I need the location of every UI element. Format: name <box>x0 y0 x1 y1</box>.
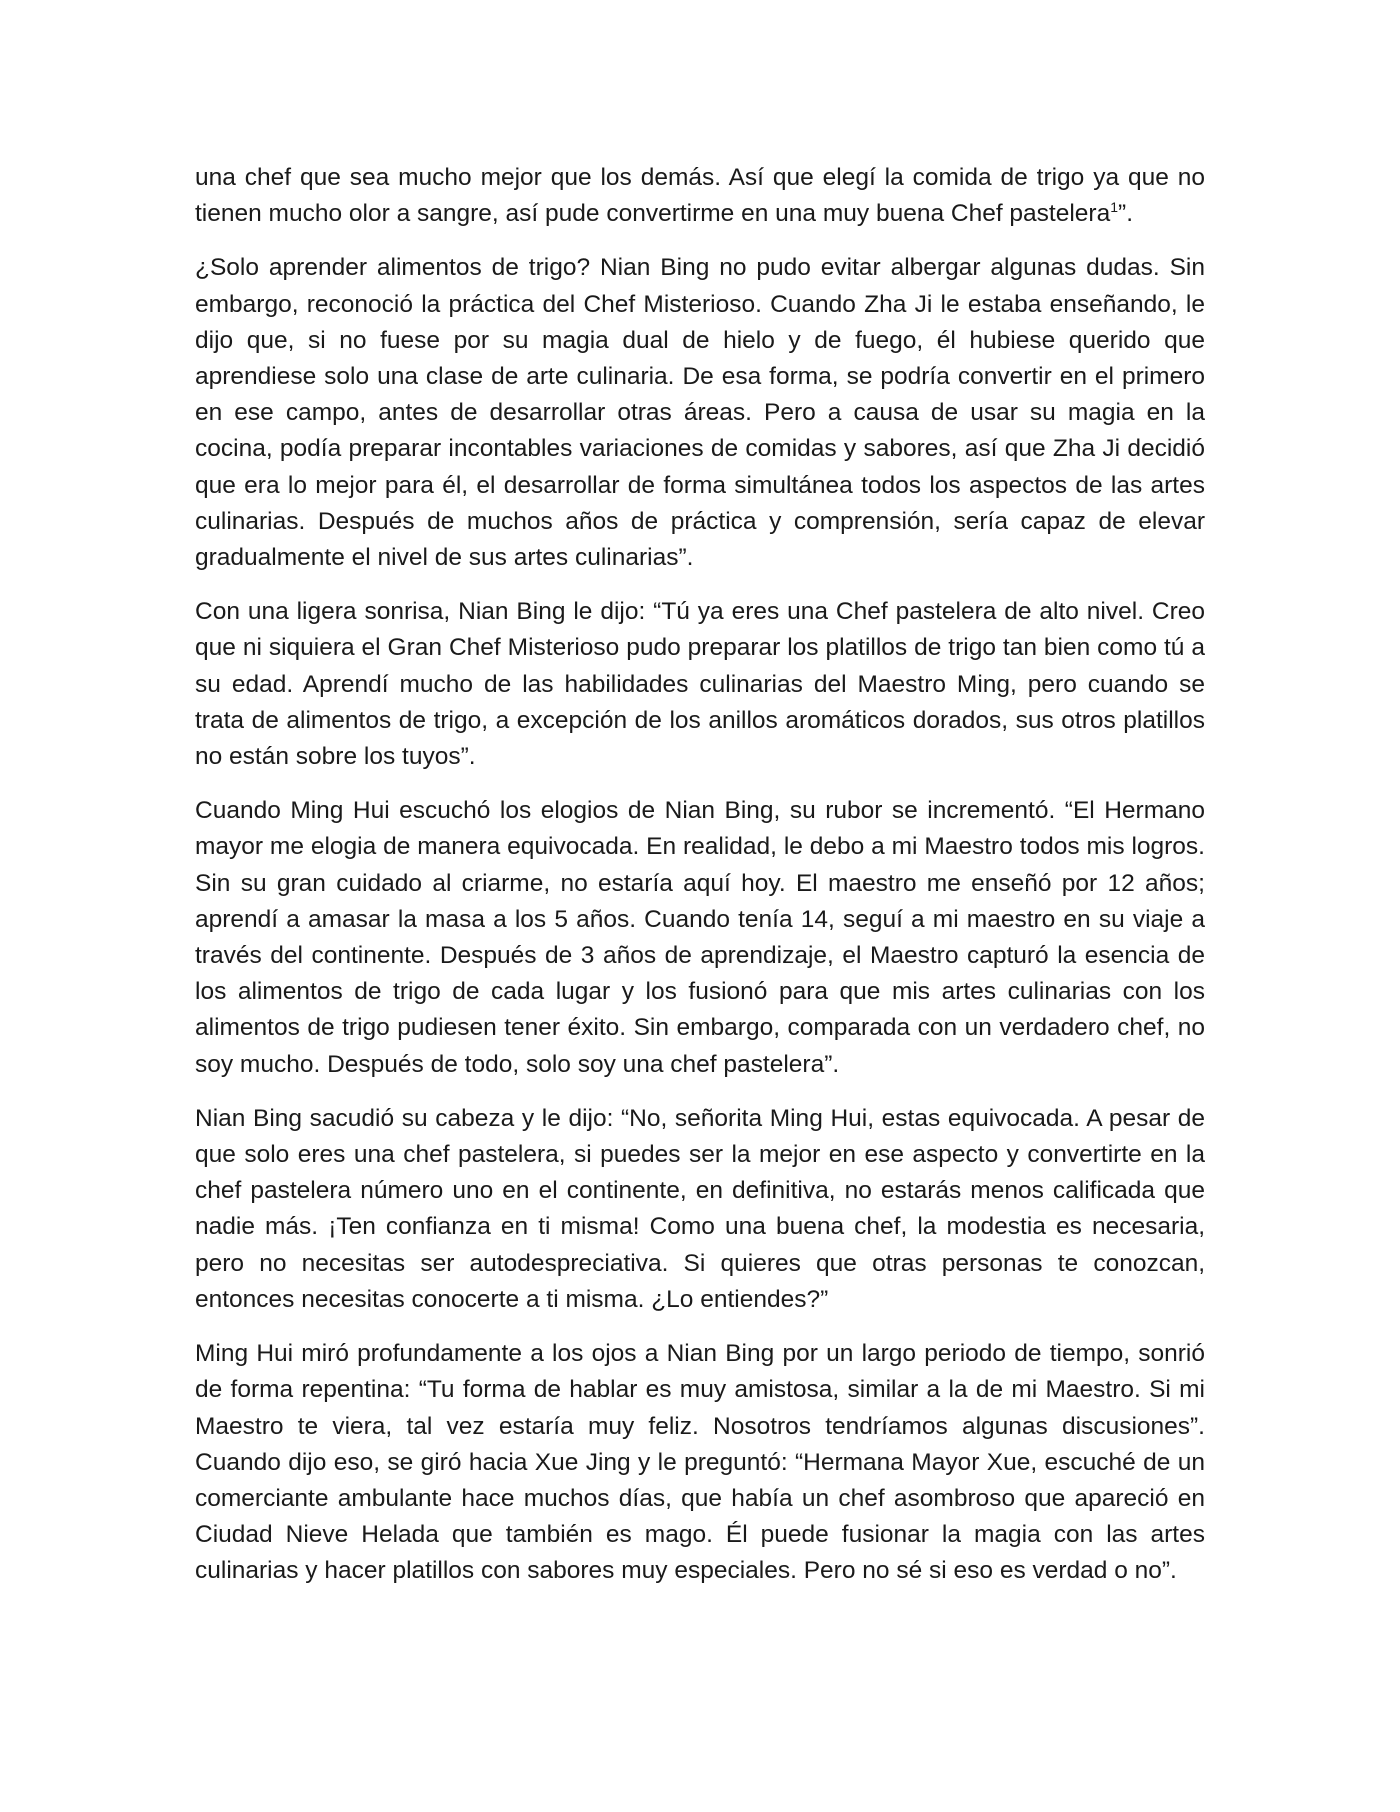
paragraph-1-text: una chef que sea mucho mejor que los demás. Así que elegí la comida de trigo ya que no tienen mucho olor a sangre, así pude convertirme en una muy buena Chef pastelera <box>195 164 1205 228</box>
paragraph-4: Cuando Ming Hui escuchó los elogios de Nian Bing, su rubor se incrementó. “El Hermano mayor me elogia de manera equivocada. En realidad, le debo a mi Maestro todos mis logros. Sin su gran cuidado al criarme, no estaría aquí hoy. El maestro me enseñó por 12 años; aprendí a amasar la masa a los 5 años. Cuando tenía 14, seguí a mi maestro en su viaje a través del continente. Después de 3 años de aprendizaje, el Maestro capturó la esencia de los alimentos de trigo de cada lugar y los fusionó para que mis artes culinarias con los alimentos de trigo pudiesen tener éxito. Sin embargo, comparada con un verdadero chef, no soy mucho. Después de todo, solo soy una chef pastelera”. <box>195 797 1205 1078</box>
paragraph-3: Con una ligera sonrisa, Nian Bing le dijo: “Tú ya eres una Chef pastelera de alto nivel. Creo que ni siquiera el Gran Chef Misterioso pudo preparar los platillos de trigo tan bien como tú a su edad. Aprendí mucho de las habilidades culinarias del Maestro Ming, pero cuando se trata de alimentos de trigo, a excepción de los anillos aromáticos dorados, sus otros platillos no están sobre los tuyos”. <box>195 598 1205 771</box>
paragraph-6: Ming Hui miró profundamente a los ojos a Nian Bing por un largo periodo de tiempo, sonrió de forma repentina: “Tu forma de hablar es muy amistosa, similar a la de mi Maestro. Si mi Maestro te viera, tal vez estaría muy feliz. Nosotros tendríamos algunas discusiones”. Cuando dijo eso, se giró hacia Xue Jing y le preguntó: “Hermana Mayor Xue, escuché de un comerciante ambulante hace muchos días, que había un chef asombroso que apareció en Ciudad Nieve Helada que también es mago. Él puede fusionar la magia con las artes culinarias y hacer platillos con sabores muy especiales. Pero no sé si eso es verdad o no”. <box>195 1340 1205 1585</box>
paragraph-1-tail: ”. <box>1118 200 1133 228</box>
paragraph-5: Nian Bing sacudió su cabeza y le dijo: “No, señorita Ming Hui, estas equivocada. A pesar de que solo eres una chef pastelera, si puedes ser la mejor en ese aspecto y convertirte en la chef pastelera número uno en el continente, en definitiva, no estarás menos calificada que nadie más. ¡Ten confianza en ti misma! Como una buena chef, la modestia es necesaria, pero no necesitas ser autodespreciativa. Si quieres que otras personas te conozcan, entonces necesitas conocerte a ti misma. ¿Lo entiendes?” <box>195 1104 1205 1313</box>
footnote-marker: 1 <box>1110 199 1119 216</box>
paragraph-2: ¿Solo aprender alimentos de trigo? Nian Bing no pudo evitar albergar algunas dudas. Sin embargo, reconoció la práctica del Chef Misterioso. Cuando Zha Ji le estaba enseñando, le dijo que, si no fuese por su magia dual de hielo y de fuego, él hubiese querido que aprendiese solo una clase de arte culinaria. De esa forma, se podría convertir en el primero en ese campo, antes de desarrollar otras áreas. Pero a causa de usar su magia en la cocina, podía preparar incontables variaciones de comidas y sabores, así que Zha Ji decidió que era lo mejor para él, el desarrollar de forma simultánea todos los aspectos de las artes culinarias. Después de muchos años de práctica y comprensión, sería capaz de elevar gradualmente el nivel de sus artes culinarias”. <box>195 254 1205 572</box>
body-text <box>195 160 1205 1590</box>
paragraph-1 <box>195 160 1205 232</box>
